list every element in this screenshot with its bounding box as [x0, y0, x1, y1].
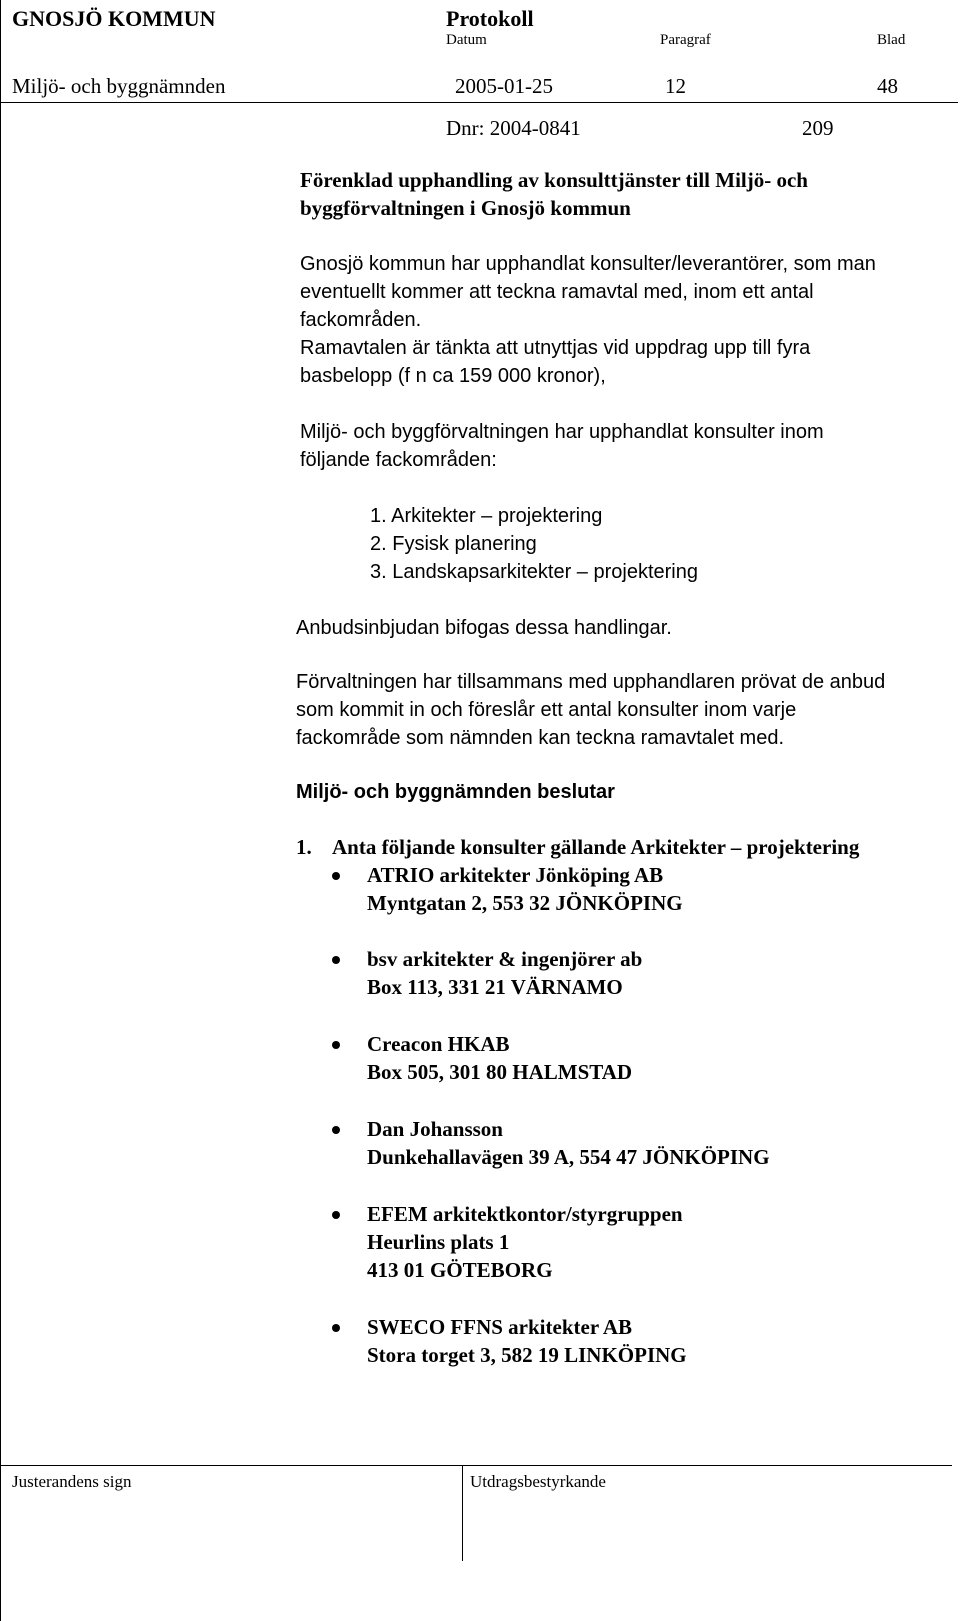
consultant-entry: [367, 945, 642, 1001]
consultant-entry: [367, 1200, 683, 1284]
bullet-icon: [332, 1126, 340, 1134]
diary-number: Dnr: 2004-0841: [446, 116, 581, 140]
paragraph-column-label: Paragraf: [660, 32, 711, 48]
paragraph-procurement: [300, 418, 824, 474]
text-line: Miljö- och byggförvaltningen har upphandlat konsulter inom: [300, 421, 824, 443]
bullet-icon: [332, 1324, 340, 1332]
extract-certification-label: Utdragsbestyrkande: [470, 1472, 606, 1491]
consultant-city: 413 01 GÖTEBORG: [367, 1258, 553, 1282]
consultant-address: Myntgatan 2, 553 32 JÖNKÖPING: [367, 891, 683, 915]
text-line: fackområde som nämnden kan teckna ramavtalet med.: [296, 727, 785, 749]
bullet-icon: [332, 956, 340, 964]
paragraph-number: 12: [665, 74, 686, 98]
list-number: 2.: [370, 533, 387, 555]
decision-heading: Miljö- och byggnämnden beslutar: [296, 781, 615, 803]
text-line: fackområden.: [300, 309, 422, 331]
consultant-entry: [367, 1030, 632, 1086]
consultant-name: SWECO FFNS arkitekter AB: [367, 1315, 633, 1339]
consultant-address: Heurlins plats 1: [367, 1230, 510, 1254]
bullet-icon: [332, 872, 340, 880]
document-title: [300, 166, 808, 222]
text-line: Ramavtalen är tänkta att utnyttjas vid uppdrag upp till fyra: [300, 337, 811, 359]
consultant-address: Box 113, 331 21 VÄRNAMO: [367, 975, 623, 999]
list-item: [370, 530, 698, 558]
bullet-icon: [332, 1041, 340, 1049]
committee-name: Miljö- och byggnämnden: [12, 74, 226, 98]
consultant-address: Dunkehallavägen 39 A, 554 47 JÖNKÖPING: [367, 1145, 770, 1169]
text-line: basbelopp (f n ca 159 000 kronor),: [300, 365, 606, 387]
list-text: Arkitekter – projektering: [391, 505, 603, 527]
page-column-label: Blad: [877, 32, 906, 48]
text-line: Förvaltningen har tillsammans med upphandlaren prövat de anbud: [296, 671, 886, 693]
case-code: 209: [802, 116, 834, 140]
header-rule: [0, 102, 958, 103]
paragraph-intro: [300, 250, 876, 334]
paragraph-frame-agreement: [300, 334, 810, 390]
text-line: följande fackområden:: [300, 449, 497, 471]
consultant-address: Box 505, 301 80 HALMSTAD: [367, 1060, 633, 1084]
consultant-entry: [367, 1313, 687, 1369]
decision-item-text: Anta följande konsulter gällande Arkitekter – projektering: [332, 835, 860, 859]
title-line: Förenklad upphandling av konsulttjänster till Miljö- och: [300, 168, 808, 192]
decision-item-number: 1.: [296, 835, 312, 859]
footer-rule: [0, 1465, 952, 1466]
list-item: [370, 502, 698, 530]
consultant-name: Dan Johansson: [367, 1117, 503, 1141]
consultant-name: EFEM arkitektkontor/styrgruppen: [367, 1202, 683, 1226]
consultant-name: bsv arkitekter & ingenjörer ab: [367, 947, 643, 971]
paragraph-attachments: Anbudsinbjudan bifogas dessa handlingar.: [296, 617, 672, 639]
list-number: 1.: [370, 505, 387, 527]
page-number: 48: [877, 74, 898, 98]
footer-divider: [462, 1465, 463, 1561]
paragraph-evaluation: [296, 668, 885, 752]
consultant-entry: [367, 1115, 770, 1171]
signature-label: Justerandens sign: [12, 1472, 132, 1491]
area-list: [370, 502, 698, 586]
text-line: Gnosjö kommun har upphandlat konsulter/leverantörer, som man: [300, 253, 876, 275]
organization-name: GNOSJÖ KOMMUN: [12, 6, 216, 31]
meeting-date: 2005-01-25: [455, 74, 553, 98]
consultant-entry: [367, 861, 683, 917]
text-line: som kommit in och föreslår ett antal konsulter inom varje: [296, 699, 797, 721]
left-margin-line: [0, 0, 1, 1621]
consultant-name: Creacon HKAB: [367, 1032, 510, 1056]
document-type: Protokoll: [446, 6, 534, 31]
text-line: eventuellt kommer att teckna ramavtal med, inom ett antal: [300, 281, 814, 303]
list-item: [370, 558, 698, 586]
date-column-label: Datum: [446, 32, 487, 48]
title-line: byggförvaltningen i Gnosjö kommun: [300, 196, 631, 220]
list-number: 3.: [370, 561, 387, 583]
list-text: Landskapsarkitekter – projektering: [392, 561, 698, 583]
consultant-name: ATRIO arkitekter Jönköping AB: [367, 863, 664, 887]
bullet-icon: [332, 1211, 340, 1219]
consultant-address: Stora torget 3, 582 19 LINKÖPING: [367, 1343, 687, 1367]
list-text: Fysisk planering: [392, 533, 537, 555]
